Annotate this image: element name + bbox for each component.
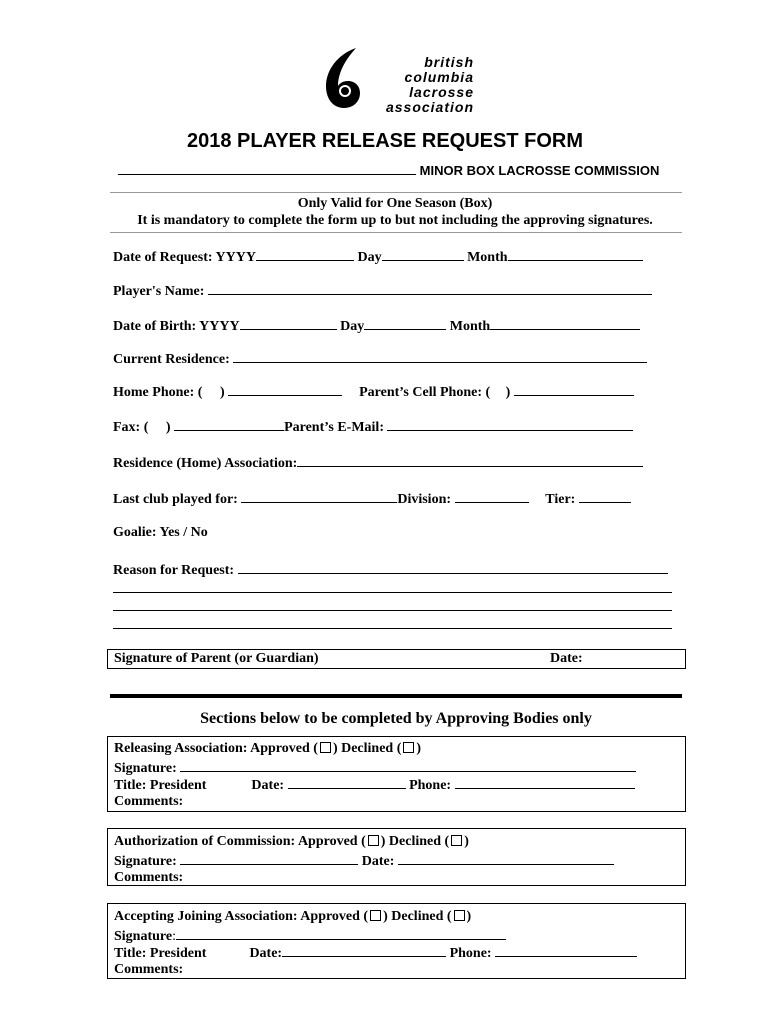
- residence-field[interactable]: [233, 350, 647, 363]
- logo-line-3: lacrosse: [409, 84, 474, 100]
- reason-field-line-3[interactable]: [113, 610, 672, 611]
- accepting-association-box: [107, 903, 686, 979]
- cell-phone-field[interactable]: [514, 383, 634, 396]
- parent-signature-label: Signature of Parent (or Guardian): [114, 651, 319, 666]
- top-divider: [110, 192, 682, 193]
- parent-signature-date-label: Date:: [550, 651, 583, 666]
- accepting-comments-label: Comments:: [114, 962, 184, 977]
- accepting-signature-colon: :: [172, 929, 176, 944]
- accepting-phone-label: Phone:: [449, 946, 492, 961]
- accepting-signature-field[interactable]: [176, 927, 506, 940]
- residence-row: [113, 350, 647, 368]
- fax-close: ): [165, 420, 171, 435]
- authorization-close: ): [464, 834, 469, 849]
- commission-label: MINOR BOX LACROSSE COMMISSION: [419, 163, 660, 178]
- reason-label: Reason for Request:: [113, 563, 235, 578]
- releasing-approved-label: Releasing Association: Approved (: [114, 741, 318, 756]
- dob-month-field[interactable]: [490, 317, 640, 330]
- reason-field-line-2[interactable]: [113, 592, 672, 593]
- request-month-label: Month: [467, 250, 508, 265]
- logo-line-2: columbia: [404, 69, 474, 85]
- authorization-box: [107, 828, 686, 886]
- email-field[interactable]: [387, 418, 633, 431]
- authorization-declined-label: ) Declined (: [380, 834, 450, 849]
- dob-label: Date of Birth: YYYY: [113, 319, 240, 334]
- validity-note: Only Valid for One Season (Box): [297, 196, 493, 211]
- request-day-field[interactable]: [382, 248, 464, 261]
- home-phone-close: ): [219, 385, 225, 400]
- accepting-approved-checkbox[interactable]: [370, 910, 381, 921]
- authorization-status-row: [114, 834, 469, 850]
- dob-month-label: Month: [449, 319, 491, 334]
- authorization-approved-checkbox[interactable]: [368, 835, 379, 846]
- logo-line-1: british: [424, 54, 474, 70]
- division-label: Division:: [397, 492, 452, 507]
- releasing-declined-checkbox[interactable]: [403, 742, 414, 753]
- logo-line-4: association: [385, 99, 474, 115]
- releasing-approved-checkbox[interactable]: [320, 742, 331, 753]
- commission-line: [118, 162, 659, 178]
- releasing-comments-label: Comments:: [114, 794, 184, 809]
- authorization-signature-field[interactable]: [180, 852, 358, 865]
- date-of-request-label: Date of Request: YYYY: [113, 250, 256, 265]
- releasing-signature-field[interactable]: [180, 759, 636, 772]
- authorization-comments-label: Comments:: [114, 870, 184, 885]
- accepting-approved-label: Accepting Joining Association: Approved (: [114, 909, 369, 924]
- instruction-divider: [110, 232, 682, 233]
- releasing-title-row: [114, 776, 635, 794]
- accepting-date-label: Date:: [249, 946, 283, 961]
- releasing-status-row: [114, 741, 421, 757]
- request-year-field[interactable]: [256, 248, 354, 261]
- authorization-signature-label: Signature:: [114, 854, 177, 869]
- accepting-status-row: [114, 909, 471, 925]
- fax-field[interactable]: [174, 418, 284, 431]
- request-day-label: Day: [357, 250, 382, 265]
- reason-row: [113, 561, 668, 579]
- division-field[interactable]: [455, 490, 529, 503]
- goalie-question[interactable]: Goalie: Yes / No: [113, 525, 208, 540]
- dob-day-label: Day: [340, 319, 365, 334]
- player-name-field[interactable]: [208, 282, 652, 295]
- releasing-association-box: [107, 736, 686, 812]
- authorization-date-label: Date:: [361, 854, 395, 869]
- tier-field[interactable]: [579, 490, 631, 503]
- home-phone-field[interactable]: [228, 383, 342, 396]
- accepting-title-row: [114, 944, 637, 962]
- cell-phone-label: Parent’s Cell Phone: (: [359, 385, 491, 400]
- releasing-signature-label: Signature:: [114, 761, 177, 776]
- accepting-declined-checkbox[interactable]: [454, 910, 465, 921]
- last-club-label: Last club played for:: [113, 492, 238, 507]
- commission-name-blank[interactable]: [118, 162, 416, 175]
- cell-phone-close: ): [505, 385, 511, 400]
- date-of-birth-row: [113, 317, 640, 335]
- releasing-date-field[interactable]: [288, 776, 406, 789]
- request-month-field[interactable]: [508, 248, 643, 261]
- fax-email-row: [113, 418, 633, 436]
- authorization-approved-label: Authorization of Commission: Approved (: [114, 834, 366, 849]
- approving-heading: Sections below to be completed by Approving Bodies only: [200, 710, 592, 727]
- bclax-logo-mark-icon: [318, 46, 368, 110]
- dob-day-field[interactable]: [364, 317, 446, 330]
- last-club-row: [113, 490, 631, 508]
- fax-label: Fax: (: [113, 420, 149, 435]
- home-association-field[interactable]: [297, 454, 643, 467]
- accepting-signature-row: [114, 927, 506, 945]
- last-club-field[interactable]: [241, 490, 397, 503]
- home-association-row: [113, 454, 643, 472]
- reason-field-line-4[interactable]: [113, 628, 672, 629]
- releasing-phone-field[interactable]: [455, 776, 635, 789]
- residence-label: Current Residence:: [113, 352, 230, 367]
- releasing-close: ): [416, 741, 422, 756]
- accepting-signature-label: Signature: [114, 929, 173, 944]
- releasing-signature-row: [114, 759, 636, 777]
- authorization-date-field[interactable]: [398, 852, 614, 865]
- date-of-request-row: [113, 248, 643, 266]
- accepting-date-field[interactable]: [282, 944, 446, 957]
- accepting-phone-field[interactable]: [495, 944, 637, 957]
- phone-row: [113, 383, 634, 401]
- dob-year-field[interactable]: [240, 317, 337, 330]
- bclax-logo: [318, 46, 478, 115]
- player-name-row: [113, 282, 652, 300]
- home-phone-label: Home Phone: (: [113, 385, 203, 400]
- accepting-close: ): [466, 909, 472, 924]
- accepting-declined-label: ) Declined (: [383, 909, 452, 924]
- approval-divider: [110, 694, 682, 698]
- releasing-declined-label: ) Declined (: [332, 741, 402, 756]
- email-label: Parent’s E-Mail:: [284, 420, 384, 435]
- accepting-title-label: Title: [114, 946, 142, 961]
- tier-label: Tier:: [545, 492, 576, 507]
- releasing-phone-label: Phone:: [409, 778, 452, 793]
- accepting-title-value: : President: [141, 946, 207, 961]
- releasing-title-label: Title: President: [114, 778, 207, 793]
- player-name-label: Player's Name:: [113, 284, 205, 299]
- form-title: 2018 PLAYER RELEASE REQUEST FORM: [186, 130, 584, 152]
- parent-signature-box[interactable]: [107, 649, 686, 669]
- home-association-label: Residence (Home) Association:: [113, 456, 298, 471]
- authorization-declined-checkbox[interactable]: [451, 835, 462, 846]
- authorization-signature-row: [114, 852, 614, 870]
- reason-field-line-1[interactable]: [238, 561, 668, 574]
- releasing-date-label: Date:: [251, 778, 285, 793]
- mandatory-note: It is mandatory to complete the form up to but not including the approving signatures.: [137, 213, 653, 228]
